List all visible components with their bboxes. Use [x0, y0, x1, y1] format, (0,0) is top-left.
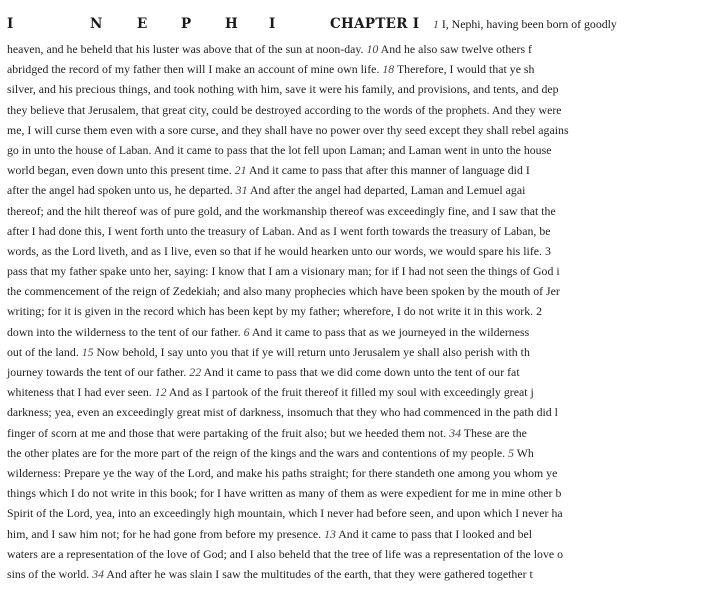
text-line: abridged the record of my father then will I make an account of mine own life. 18 Therefore, I would that ye sh: [7, 62, 535, 77]
text-line: darkness; yea, even an exceedingly great mist of darkness, insomuch that they who had commenced in the path did l: [7, 405, 558, 420]
verse-number: 5: [508, 445, 514, 460]
book-title-letter: N: [90, 16, 103, 32]
text-line: silver, and his precious things, and took nothing with him, save it were his family, and provisions, and tents, and dep: [7, 82, 559, 97]
verse-number: 34: [92, 566, 105, 581]
verse-number: 34: [449, 425, 462, 440]
text-line: sins of the world. 34 And after he was slain I saw the multitudes of the earth, that they were gathered together t: [7, 566, 533, 581]
text-line: after the angel had spoken unto us, he departed. 31 And after the angel had departed, Laman and Lemuel agai: [7, 183, 526, 198]
book-title-letter: E: [137, 16, 148, 32]
book-title-letter: P: [181, 16, 192, 32]
text-line: Spirit of the Lord, yea, into an exceedingly high mountain, which I never had before seen, and upon which I never ha: [7, 506, 563, 521]
verse-number: 1: [433, 17, 439, 31]
text-line: world began, even down unto this present time. 21 And it came to pass that after this manner of language did I: [7, 163, 530, 178]
text-line: waters are a representation of the love of God; and I also beheld that the tree of life was a representation of the love o: [7, 546, 564, 561]
text-line: thereof; and the hilt thereof was of pure gold, and the workmanship thereof was exceedingly fine, and I saw that the: [7, 203, 556, 218]
text-line: finger of scorn at me and those that were partaking of the fruit also; but we heeded them not. 34 These are the: [7, 425, 527, 440]
book-title-letter: I: [269, 16, 276, 32]
verse-number: 18: [382, 62, 395, 77]
text-line: pass that my father spake unto her, saying: I know that I am a visionary man; for if I had not seen the things of God i: [7, 264, 560, 279]
text-line: whiteness that I had ever seen. 12 And as I partook of the fruit thereof it filled my soul with exceedingly great j: [7, 385, 534, 400]
text-line: the other plates are for the more part of the reign of the kings and the wars and contentions of my people. 5 Wh: [7, 445, 534, 460]
text-line: heaven, and he beheld that his luster was above that of the sun at noon-day. 10 And he also saw twelve others f: [7, 42, 532, 56]
verse-number: 12: [154, 385, 167, 400]
book-title-letter: H: [225, 16, 238, 32]
text-line: the commencement of the reign of Zedekiah; and also many prophecies which have been spoken by the mouth of Jer: [7, 284, 560, 299]
verse-number: 6: [243, 324, 250, 339]
text-line: things which I do not write in this book; for I have written as many of them as were expedient for me in mine other b: [7, 486, 562, 501]
verse-number: 15: [81, 344, 94, 359]
verse-number: 31: [235, 183, 248, 198]
page-header: [7, 16, 706, 36]
text-line: me, I will curse them even with a sore curse, and they shall have no power over thy seed except they shall rebel agains: [7, 122, 569, 137]
verse-number: 21: [234, 163, 247, 178]
chapter-heading: CHAPTER I: [330, 16, 420, 32]
text-line: down into the wilderness to the tent of our father. 6 And it came to pass that as we journeyed in the wilderness: [7, 324, 530, 339]
verse-text: 1 I, Nephi, having been born of goodly: [433, 17, 617, 31]
text-body: [7, 39, 706, 584]
text-line: wilderness: Prepare ye the way of the Lord, and make his paths straight; for there standeth one among you whom ye: [7, 465, 558, 480]
verse-number: 13: [324, 526, 336, 541]
text-line: go in unto the house of Laban. And it came to pass that the lot fell upon Laman; and Laman went in unto the house: [7, 142, 552, 157]
text-line: writing; for it is given in the record which has been kept by my father; wherefore, I do not write it in this work. 2: [7, 304, 543, 319]
book-title-letter: I: [7, 16, 14, 32]
text-line: him, and I saw him not; for he had gone from before my presence. 13 And it came to pass that I looked and bel: [7, 526, 533, 541]
verse-number: 22: [189, 365, 202, 379]
text-line: journey towards the tent of our father. 22 And it came to pass that we did come down unto the tent of our fat: [7, 365, 520, 379]
text-line: they believe that Jerusalem, that great city, could be destroyed according to the words of the prophets. And they were: [7, 102, 562, 117]
text-line: out of the land. 15 Now behold, I say unto you that if ye will return unto Jerusalem ye shall also perish with th: [7, 344, 530, 359]
verse-number: 10: [366, 42, 379, 56]
text-line: words, as the Lord liveth, and as I live, even so that if he would hearken unto our words, we would spare his life. 3: [7, 243, 551, 258]
text-line: after I had done this, I went forth unto the treasury of Laban. And as I went forth towards the treasury of Laban, be: [7, 223, 551, 238]
